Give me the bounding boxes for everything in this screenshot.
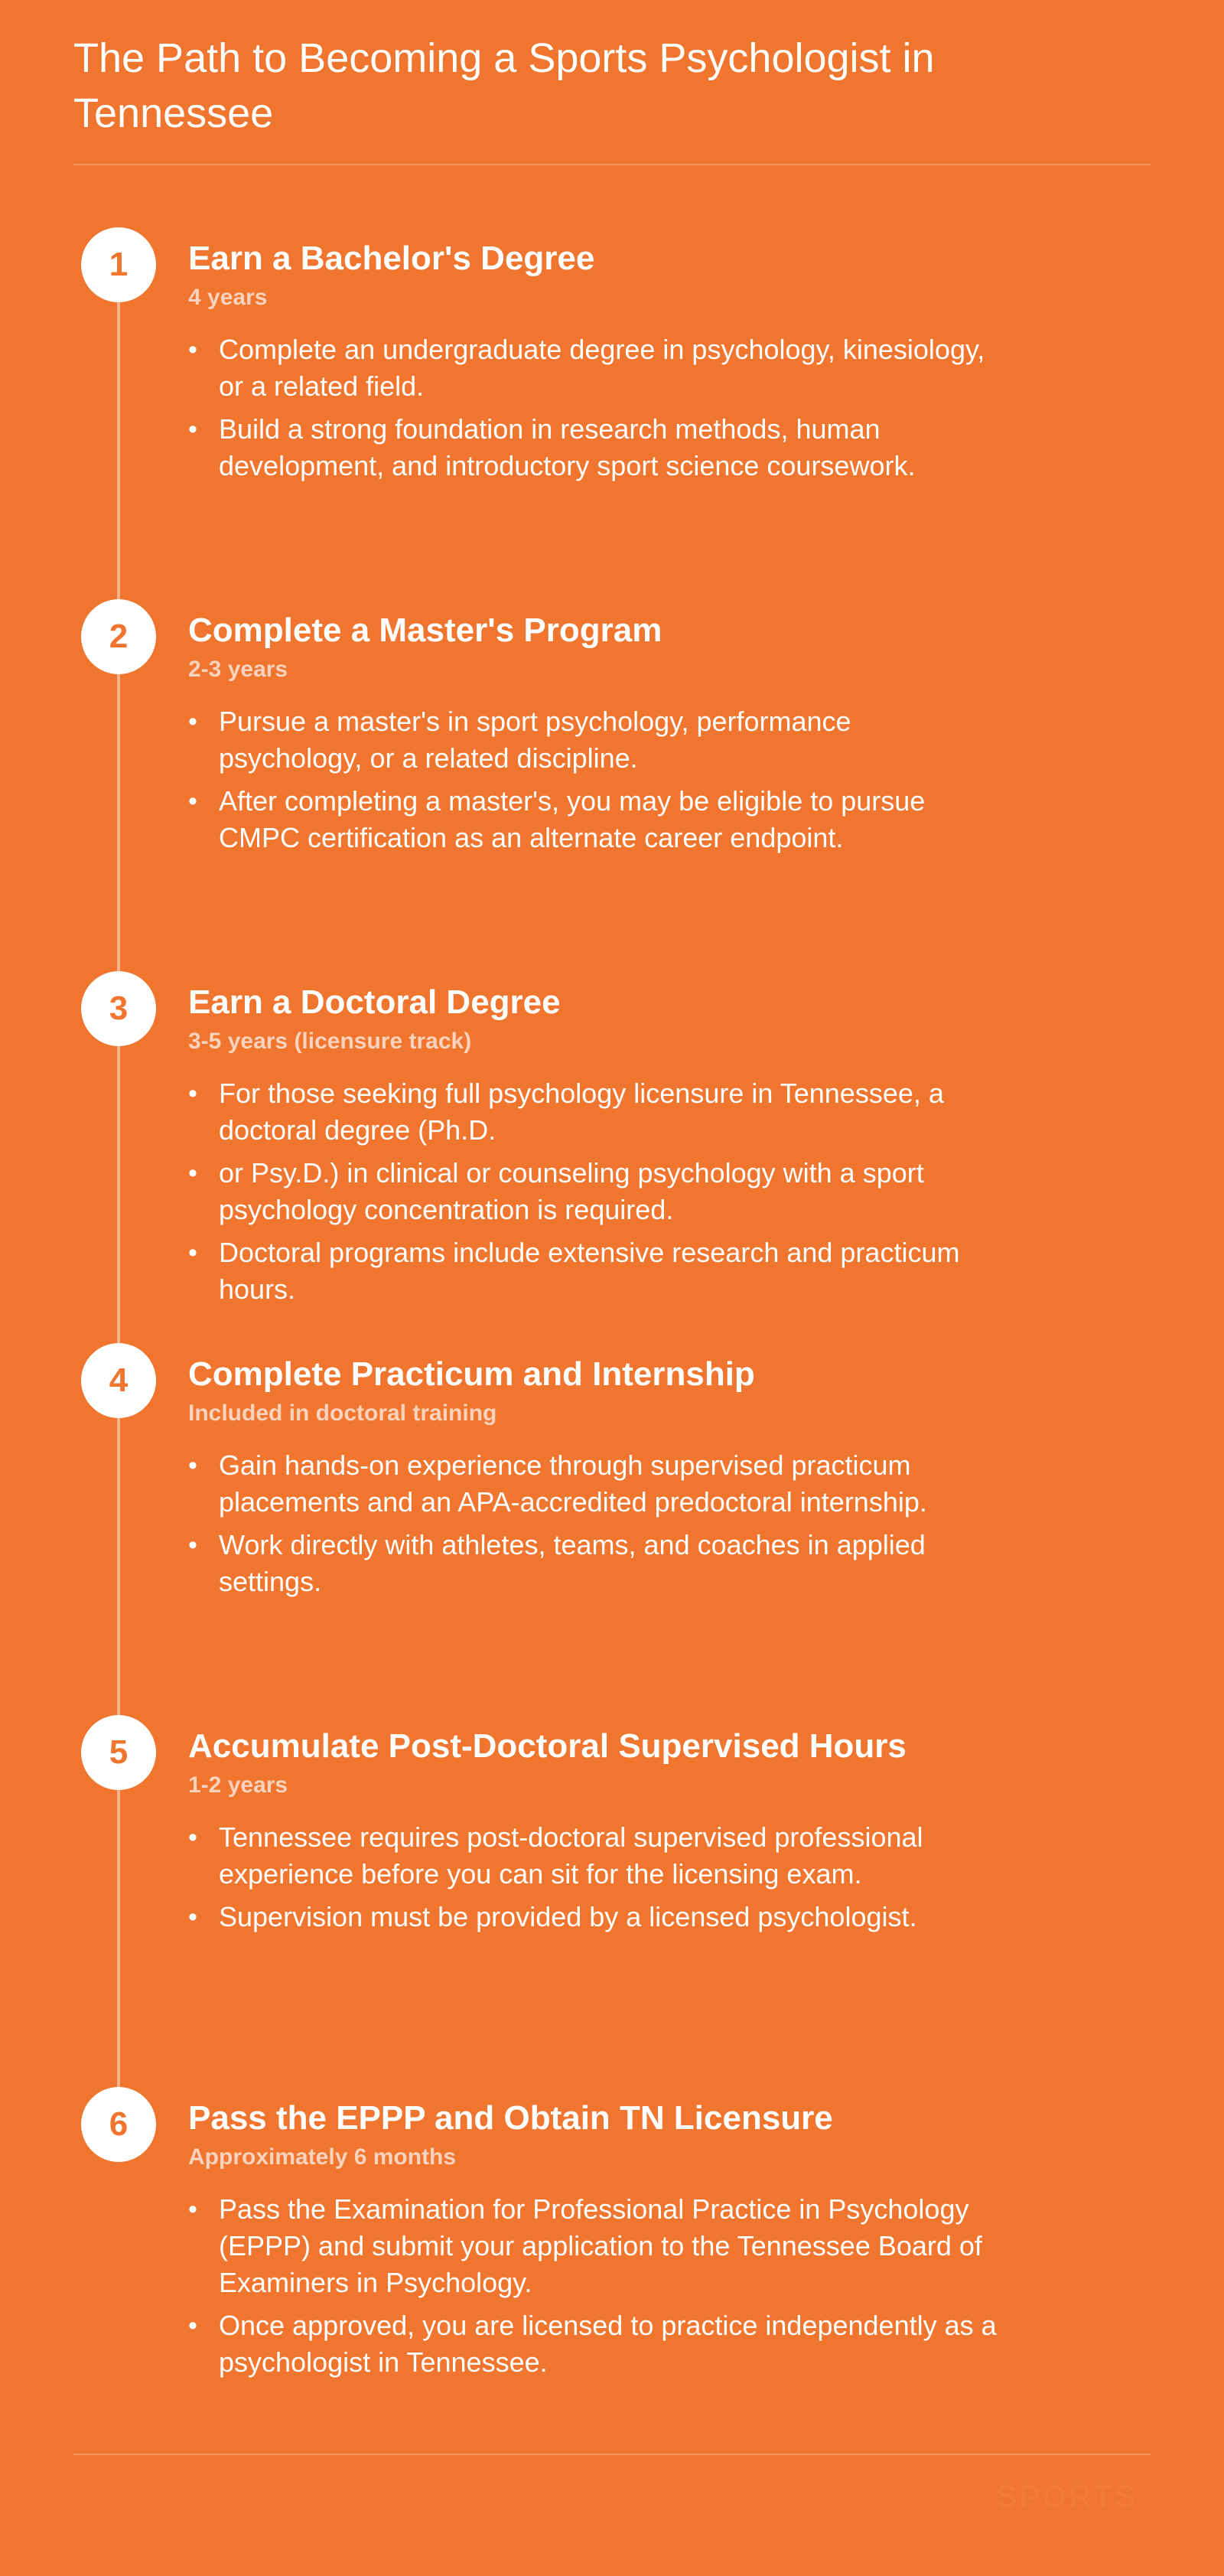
step-duration: 1-2 years [188, 1772, 288, 1798]
step-title: Earn a Doctoral Degree [188, 983, 561, 1021]
timeline-line [117, 264, 120, 2124]
bullet-item: • Pursue a master's in sport psychology, performance psychology, or a related discipline. [188, 703, 999, 777]
step-bullet-list [188, 331, 999, 484]
step-title: Accumulate Post-Doctoral Supervised Hours [188, 1727, 907, 1765]
step-number-badge: 2 [81, 599, 156, 674]
bullet-item: • Pass the Examination for Professional Practice in Psychology (EPPP) and submit your application to the Tennessee Board of Examiners in Psychology. [188, 2191, 999, 2301]
step-duration: 4 years [188, 285, 268, 310]
page-title: The Path to Becoming a Sports Psychologist in Tennessee [73, 35, 935, 136]
step-bullet-list [188, 1075, 999, 1308]
step-number-badge: 3 [81, 971, 156, 1046]
step-content [188, 610, 999, 862]
step-content [188, 1726, 999, 1942]
bullet-item: • Supervision must be provided by a licensed psychologist. [188, 1899, 999, 1935]
bullet-item: • Once approved, you are licensed to practice independently as a psychologist in Tennessee. [188, 2307, 999, 2381]
bullet-item: • Gain hands-on experience through supervised practicum placements and an APA-accredited predoctoral internship. [188, 1447, 999, 1521]
step-title: Complete a Master's Program [188, 611, 662, 649]
step-duration: Approximately 6 months [188, 2144, 457, 2170]
bullet-item: • Complete an undergraduate degree in psychology, kinesiology, or a related field. [188, 331, 999, 405]
footer-logo: SPORTS [996, 2478, 1138, 2514]
step-number-badge: 5 [81, 1715, 156, 1790]
step-number-badge: 4 [81, 1343, 156, 1418]
step-content [188, 1354, 999, 1606]
footer-divider [73, 2454, 1151, 2455]
bullet-item: • Doctoral programs include extensive research and practicum hours. [188, 1234, 999, 1308]
bullet-item: • or Psy.D.) in clinical or counseling psychology with a sport psychology concentration is required. [188, 1155, 999, 1228]
header-divider [73, 164, 1151, 165]
step-number-badge: 6 [81, 2087, 156, 2162]
bullet-item: • For those seeking full psychology licensure in Tennessee, a doctoral degree (Ph.D. [188, 1075, 999, 1149]
step-content [188, 238, 999, 491]
step-content [188, 982, 999, 1314]
step-title: Complete Practicum and Internship [188, 1355, 755, 1393]
bullet-item: • Tennessee requires post-doctoral supervised professional experience before you can sit for the licensing exam. [188, 1819, 999, 1893]
step-title: Pass the EPPP and Obtain TN Licensure [188, 2099, 833, 2137]
bullet-item: • Build a strong foundation in research methods, human development, and introductory sport science coursework. [188, 411, 999, 484]
step-number-badge: 1 [81, 227, 156, 302]
step-duration: 3-5 years (licensure track) [188, 1029, 472, 1054]
step-duration: 2-3 years [188, 657, 288, 682]
bullet-item: • After completing a master's, you may be eligible to pursue CMPC certification as an alternate career endpoint. [188, 783, 999, 856]
step-bullet-list [188, 2191, 999, 2381]
bullet-item: • Work directly with athletes, teams, and coaches in applied settings. [188, 1527, 999, 1600]
step-bullet-list [188, 1447, 999, 1600]
step-title: Earn a Bachelor's Degree [188, 240, 595, 277]
step-content [188, 2098, 999, 2387]
step-duration: Included in doctoral training [188, 1400, 497, 1426]
step-bullet-list [188, 1819, 999, 1935]
step-bullet-list [188, 703, 999, 856]
